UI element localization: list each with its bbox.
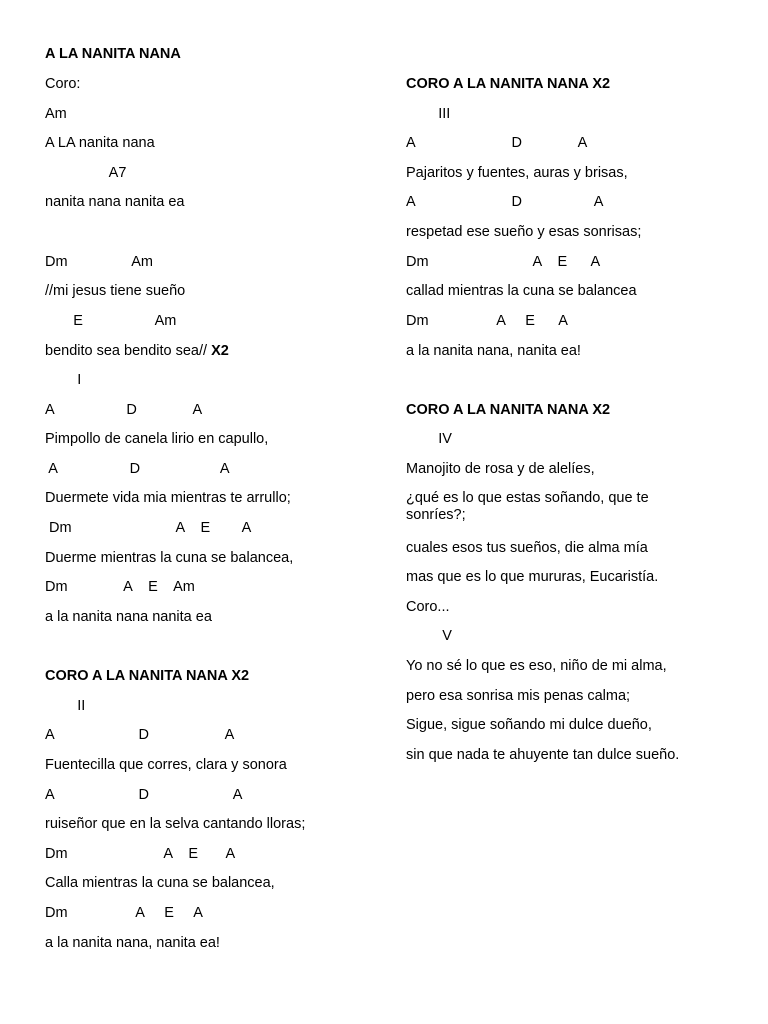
chord-line: Dm A E A — [45, 520, 252, 536]
coro-label: Coro... — [406, 599, 450, 615]
coro-label: Coro: — [45, 76, 81, 92]
lyric-line: Fuentecilla que corres, clara y sonora — [45, 757, 287, 773]
chord-line: A7 — [45, 165, 127, 181]
lyric-line: a la nanita nana, nanita ea! — [406, 343, 581, 359]
section-numeral: I — [45, 372, 82, 388]
lyric-line: ¿qué es lo que estas soñando, que te sonríes?; — [406, 490, 649, 523]
section-numeral: V — [406, 628, 452, 644]
section-numeral: IV — [406, 431, 452, 447]
lyric-line: nanita nana nanita ea — [45, 194, 185, 210]
lyric-line: A LA nanita nana — [45, 135, 155, 151]
lyric-line: Pajaritos y fuentes, auras y brisas, — [406, 165, 628, 181]
lyric-line: cuales esos tus sueños, die alma mía — [406, 540, 648, 556]
lyric-line — [45, 343, 229, 360]
chord-line: A D A — [45, 402, 203, 418]
chord-line: Dm A E A — [406, 254, 601, 270]
chord-line: Dm A E A — [45, 905, 203, 921]
lyric-line: Duerme mientras la cuna se balancea, — [45, 550, 294, 566]
chord-line: E Am — [45, 313, 177, 329]
section-numeral: III — [406, 106, 451, 122]
lyric-line: a la nanita nana nanita ea — [45, 609, 212, 625]
lyric-line: Manojito de rosa y de alelíes, — [406, 461, 595, 477]
chord-line: Dm A E A — [406, 313, 568, 329]
lyric-line: Calla mientras la cuna se balancea, — [45, 875, 275, 891]
lyric-line: Pimpollo de canela lirio en capullo, — [45, 431, 269, 447]
lyric-line: Sigue, sigue soñando mi dulce dueño, — [406, 717, 652, 733]
lyric-line: Yo no sé lo que es eso, niño de mi alma, — [406, 658, 667, 674]
coro-heading: CORO A LA NANITA NANA X2 — [406, 402, 611, 418]
lyric-line: mas que es lo que mururas, Eucaristía. — [406, 569, 659, 585]
lyric-line: ruiseñor que en la selva cantando lloras; — [45, 816, 306, 832]
chord-line: A D A — [406, 135, 588, 151]
song-title: A LA NANITA NANA — [45, 46, 181, 62]
lyric-line: a la nanita nana, nanita ea! — [45, 935, 220, 951]
lyric-line: callad mientras la cuna se balancea — [406, 283, 637, 299]
repeat-marker: X2 — [211, 343, 229, 359]
chord-line: Dm Am — [45, 254, 153, 270]
coro-heading: CORO A LA NANITA NANA X2 — [45, 668, 250, 684]
lyric-text: bendito sea bendito sea// — [45, 343, 212, 359]
section-numeral: II — [45, 698, 86, 714]
chord-line: Am — [45, 106, 67, 122]
lyric-line: respetad ese sueño y esas sonrisas; — [406, 224, 642, 240]
chord-line: A D A — [406, 194, 604, 210]
lyric-line: Duermete vida mia mientras te arrullo; — [45, 490, 291, 506]
chord-line: A D A — [45, 727, 235, 743]
coro-heading: CORO A LA NANITA NANA X2 — [406, 76, 611, 92]
chord-line: A D A — [45, 461, 230, 477]
chord-line: Dm A E A — [45, 846, 236, 862]
lyric-line: sin que nada te ahuyente tan dulce sueño. — [406, 747, 680, 763]
chord-line: A D A — [45, 787, 243, 803]
lyric-line: //mi jesus tiene sueño — [45, 283, 186, 299]
lyric-line: pero esa sonrisa mis penas calma; — [406, 688, 631, 704]
chord-line: Dm A E Am — [45, 579, 195, 595]
